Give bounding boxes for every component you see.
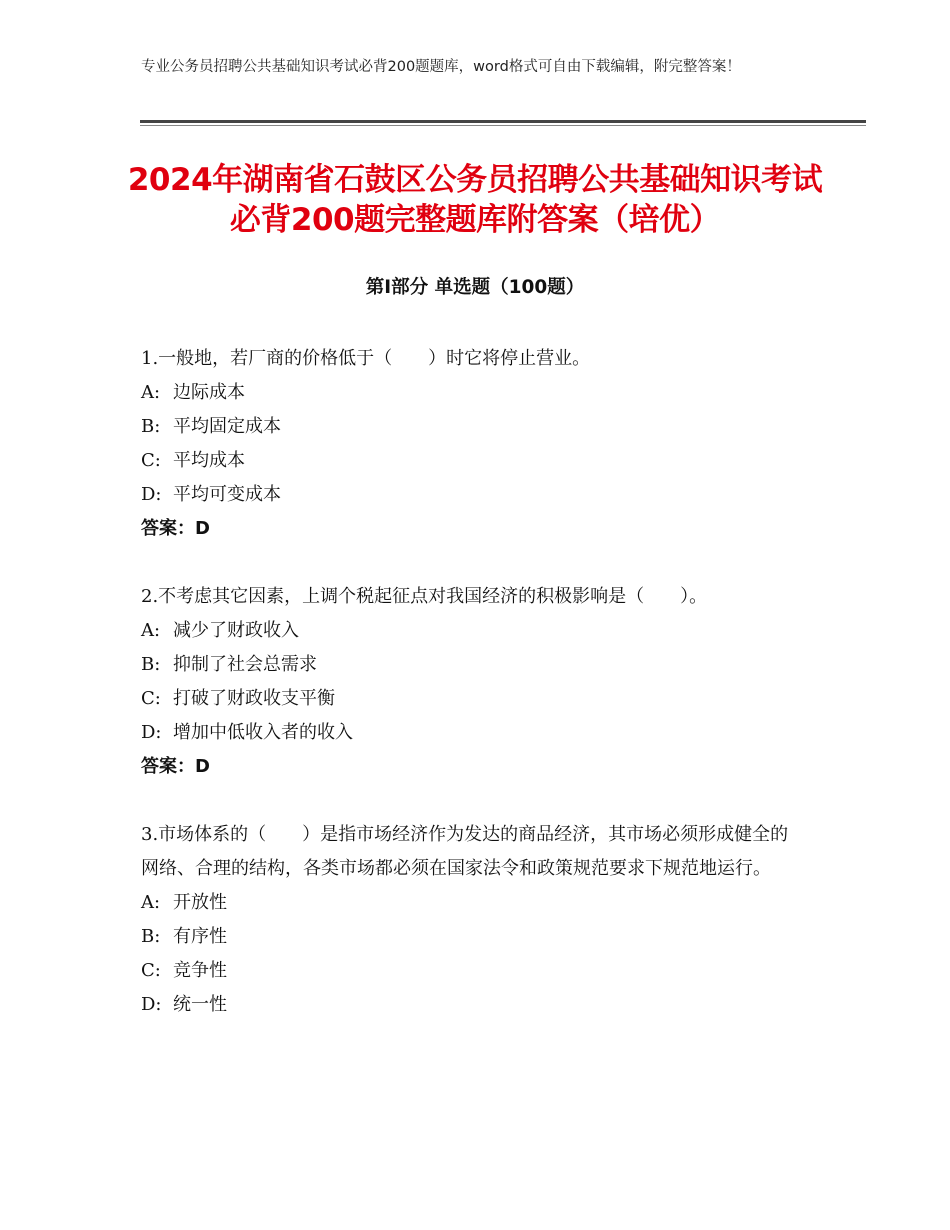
option-key: B: (141, 926, 161, 947)
option-c (141, 682, 806, 716)
option-a (141, 376, 806, 410)
option-text: 抑制了社会总需求 (173, 654, 317, 675)
option-key: C: (141, 450, 161, 471)
option-text: 有序性 (173, 926, 227, 947)
answer: 答案：D (141, 518, 210, 539)
option-text: 打破了财政收支平衡 (173, 688, 335, 709)
header-divider-thick (140, 120, 866, 123)
option-key: A: (141, 892, 161, 913)
option-key: C: (141, 688, 161, 709)
option-c (141, 954, 806, 988)
question-stem: 2.不考虑其它因素，上调个税起征点对我国经济的积极影响是（ ）。 (141, 586, 708, 607)
option-d (141, 478, 806, 512)
option-d (141, 716, 806, 750)
option-text: 统一性 (173, 994, 227, 1015)
option-key: B: (141, 416, 161, 437)
option-text: 增加中低收入者的收入 (173, 722, 353, 743)
header-note: 专业公务员招聘公共基础知识考试必背200题题库，word格式可自由下载编辑，附完整答案！ (141, 59, 741, 75)
option-text: 竞争性 (173, 960, 227, 981)
option-b (141, 410, 806, 444)
option-a (141, 614, 806, 648)
option-key: D: (141, 722, 162, 743)
document-title: 2024年湖南省石鼓区公务员招聘公共基础知识考试必背200题完整题库附答案（培优） (127, 162, 823, 238)
option-c (141, 444, 806, 478)
question-2 (141, 580, 806, 784)
option-a (141, 886, 806, 920)
section-title: 第Ⅰ部分 单选题（100题） (365, 277, 585, 298)
option-text: 减少了财政收入 (173, 620, 299, 641)
answer: 答案：D (141, 756, 210, 777)
question-spacer (141, 784, 806, 818)
option-key: B: (141, 654, 161, 675)
option-text: 平均可变成本 (173, 484, 281, 505)
option-text: 平均成本 (173, 450, 245, 471)
option-key: D: (141, 484, 162, 505)
question-stem: 1.一般地，若厂商的价格低于（ ）时它将停止营业。 (141, 348, 591, 369)
header-divider-thin (140, 125, 866, 126)
option-key: A: (141, 620, 161, 641)
option-b (141, 648, 806, 682)
option-b (141, 920, 806, 954)
question-3 (141, 818, 806, 1022)
question-spacer (141, 546, 806, 580)
question-1 (141, 342, 806, 546)
option-text: 平均固定成本 (173, 416, 281, 437)
option-text: 边际成本 (173, 382, 245, 403)
option-key: A: (141, 382, 161, 403)
option-key: C: (141, 960, 161, 981)
question-list (141, 342, 806, 1022)
option-key: D: (141, 994, 162, 1015)
option-d (141, 988, 806, 1022)
question-stem: 3.市场体系的（ ）是指市场经济作为发达的商品经济，其市场必须形成健全的网络、合理的结构，各类市场都必须在国家法令和政策规范要求下规范地运行。 (141, 824, 789, 879)
option-text: 开放性 (173, 892, 227, 913)
